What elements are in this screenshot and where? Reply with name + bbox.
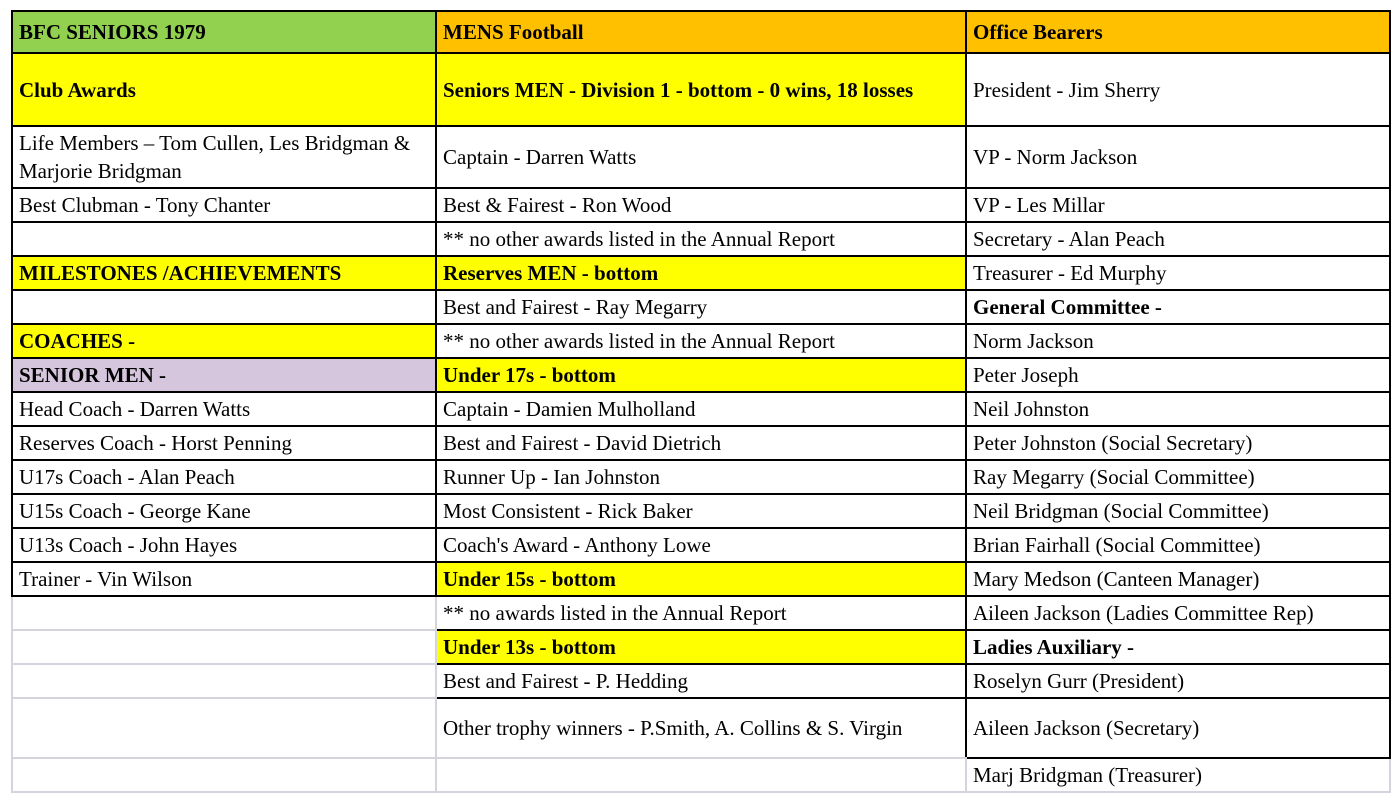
table-cell bbox=[436, 758, 966, 792]
section-heading: Under 15s - bottom bbox=[436, 562, 966, 596]
table-cell: U17s Coach - Alan Peach bbox=[12, 460, 436, 494]
table-cell: Neil Bridgman (Social Committee) bbox=[966, 494, 1390, 528]
table-row bbox=[12, 460, 1390, 494]
section-heading: Ladies Auxiliary - bbox=[966, 630, 1390, 664]
section-heading: COACHES - bbox=[12, 324, 436, 358]
header-seniors: BFC SENIORS 1979 bbox=[12, 11, 436, 53]
table-row bbox=[12, 664, 1390, 698]
table-cell: Best and Fairest - P. Hedding bbox=[436, 664, 966, 698]
table-cell: Runner Up - Ian Johnston bbox=[436, 460, 966, 494]
table-cell: Roselyn Gurr (President) bbox=[966, 664, 1390, 698]
table-row bbox=[12, 426, 1390, 460]
table-cell: Marj Bridgman (Treasurer) bbox=[966, 758, 1390, 792]
table-cell: Peter Johnston (Social Secretary) bbox=[966, 426, 1390, 460]
table-cell bbox=[12, 698, 436, 758]
table-row bbox=[12, 53, 1390, 126]
table-cell bbox=[12, 630, 436, 664]
section-heading: MILESTONES /ACHIEVEMENTS bbox=[12, 256, 436, 290]
section-heading: General Committee - bbox=[966, 290, 1390, 324]
section-heading: Under 13s - bottom bbox=[436, 630, 966, 664]
table-cell: Best & Fairest - Ron Wood bbox=[436, 188, 966, 222]
table-cell: Ray Megarry (Social Committee) bbox=[966, 460, 1390, 494]
table-cell: Secretary - Alan Peach bbox=[966, 222, 1390, 256]
table-cell: Brian Fairhall (Social Committee) bbox=[966, 528, 1390, 562]
table-row bbox=[12, 324, 1390, 358]
table-cell: Neil Johnston bbox=[966, 392, 1390, 426]
table-cell: Most Consistent - Rick Baker bbox=[436, 494, 966, 528]
table-cell bbox=[12, 596, 436, 630]
header-office-bearers: Office Bearers bbox=[966, 11, 1390, 53]
section-heading: Seniors MEN - Division 1 - bottom - 0 wins, 18 losses bbox=[436, 53, 966, 126]
table-row bbox=[12, 222, 1390, 256]
table-row bbox=[12, 528, 1390, 562]
table-row bbox=[12, 188, 1390, 222]
table-cell: Best and Fairest - Ray Megarry bbox=[436, 290, 966, 324]
table-cell: Aileen Jackson (Secretary) bbox=[966, 698, 1390, 758]
table-cell: Captain - Darren Watts bbox=[436, 126, 966, 188]
table-cell: Life Members – Tom Cullen, Les Bridgman & Marjorie Bridgman bbox=[12, 126, 436, 188]
table-cell: Treasurer - Ed Murphy bbox=[966, 256, 1390, 290]
table-row bbox=[12, 596, 1390, 630]
table-cell: ** no other awards listed in the Annual Report bbox=[436, 324, 966, 358]
table-cell: VP - Les Millar bbox=[966, 188, 1390, 222]
table-cell: President - Jim Sherry bbox=[966, 53, 1390, 126]
header-row bbox=[12, 11, 1390, 53]
table-cell: Aileen Jackson (Ladies Committee Rep) bbox=[966, 596, 1390, 630]
table-cell bbox=[12, 758, 436, 792]
table-row bbox=[12, 494, 1390, 528]
table-cell: Best Clubman - Tony Chanter bbox=[12, 188, 436, 222]
section-heading: Under 17s - bottom bbox=[436, 358, 966, 392]
table-row bbox=[12, 698, 1390, 758]
section-heading: SENIOR MEN - bbox=[12, 358, 436, 392]
table-cell: Best and Fairest - David Dietrich bbox=[436, 426, 966, 460]
table-cell: U13s Coach - John Hayes bbox=[12, 528, 436, 562]
table-cell: Reserves Coach - Horst Penning bbox=[12, 426, 436, 460]
table-row bbox=[12, 758, 1390, 792]
table-cell: U15s Coach - George Kane bbox=[12, 494, 436, 528]
table-row bbox=[12, 392, 1390, 426]
table-row bbox=[12, 290, 1390, 324]
table-cell: VP - Norm Jackson bbox=[966, 126, 1390, 188]
header-mens-football: MENS Football bbox=[436, 11, 966, 53]
table-cell: Coach's Award - Anthony Lowe bbox=[436, 528, 966, 562]
table-row bbox=[12, 256, 1390, 290]
table-cell: Trainer - Vin Wilson bbox=[12, 562, 436, 596]
table-cell: Peter Joseph bbox=[966, 358, 1390, 392]
table-cell bbox=[12, 222, 436, 256]
table-cell: ** no awards listed in the Annual Report bbox=[436, 596, 966, 630]
table-row bbox=[12, 126, 1390, 188]
table-cell: Head Coach - Darren Watts bbox=[12, 392, 436, 426]
table-cell: Other trophy winners - P.Smith, A. Collins & S. Virgin bbox=[436, 698, 966, 758]
table-cell bbox=[12, 290, 436, 324]
table-cell: Norm Jackson bbox=[966, 324, 1390, 358]
table-cell bbox=[12, 664, 436, 698]
section-heading: Club Awards bbox=[12, 53, 436, 126]
table-row bbox=[12, 630, 1390, 664]
club-summary-table bbox=[11, 10, 1391, 793]
table-row bbox=[12, 358, 1390, 392]
table-cell: ** no other awards listed in the Annual Report bbox=[436, 222, 966, 256]
table-cell: Captain - Damien Mulholland bbox=[436, 392, 966, 426]
table-row bbox=[12, 562, 1390, 596]
table-cell: Mary Medson (Canteen Manager) bbox=[966, 562, 1390, 596]
section-heading: Reserves MEN - bottom bbox=[436, 256, 966, 290]
